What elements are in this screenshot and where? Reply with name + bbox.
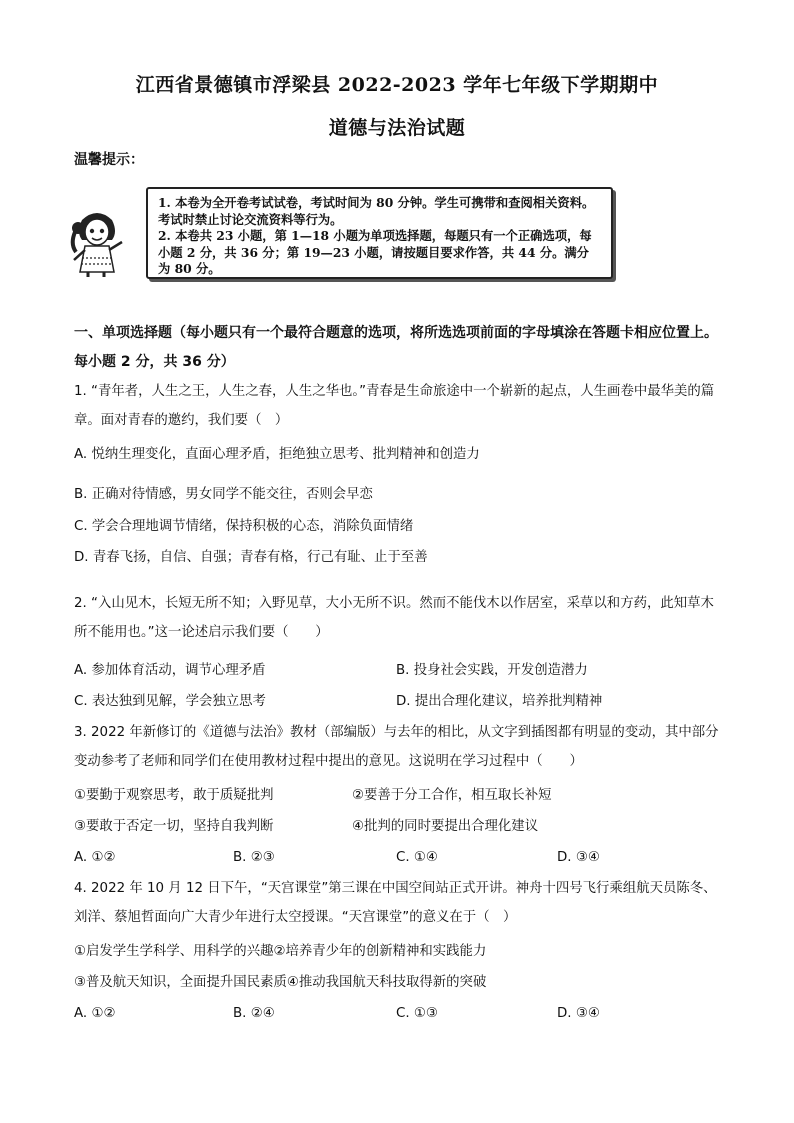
question-1-option-c: C. 学会合理地调节情绪，保持积极的心态，消除负面情绪 xyxy=(74,519,414,534)
question-4-option-c: C. ①③ xyxy=(396,1006,438,1021)
question-2-option-d: D. 提出合理化建议，培养批判精神 xyxy=(396,694,603,709)
question-3-statement-2: ②要善于分工合作，相互取长补短 xyxy=(352,788,552,803)
question-3-option-a: A. ①② xyxy=(74,850,116,865)
question-4-statements-3-4: ③普及航天知识，全面提升国民素质④推动我国航天科技取得新的突破 xyxy=(74,975,487,990)
question-2-option-a: A. 参加体育活动，调节心理矛盾 xyxy=(74,663,266,678)
question-4-stem: 4. 2022 年 10 月 12 日下午，“天宫课堂”第三课在中国空间站正式开讲。神舟十四号飞行乘组航天员陈冬、刘洋、蔡旭哲面向广大青少年进行太空授课。“天宫课堂”的意义在于（ ） xyxy=(74,881,717,925)
exam-subject-title: 道德与法治试题 xyxy=(328,117,466,139)
notice-item-2: 2. 本卷共 23 小题，第 1—18 小题为单项选择题，每题只有一个正确选项，每小题 2 分，共 36 分；第 19—23 小题，请按题目要求作答，共 44 分。满分为 80 分。 xyxy=(158,228,592,276)
question-1-option-b: B. 正确对待情感，男女同学不能交往，否则会早恋 xyxy=(74,487,373,502)
notice-item-1: 1. 本卷为全开卷考试试卷，考试时间为 80 分钟。学生可携带和查阅相关资料。考试时禁止讨论交流资料等行为。 xyxy=(158,195,595,227)
question-3-statement-3: ③要敢于否定一切，坚持自我判断 xyxy=(74,819,274,834)
exam-notice-box xyxy=(146,187,613,279)
question-3-statement-1: ①要勤于观察思考，敢于质疑批判 xyxy=(74,788,274,803)
exam-title: 江西省景德镇市浮梁县 2022-2023 学年七年级下学期期中 xyxy=(135,74,659,96)
tip-label: 温馨提示： xyxy=(74,152,144,168)
question-1-stem: 1. “青年者，人生之王，人生之春，人生之华也。”青春是生命旅途中一个崭新的起点，人生画卷中最华美的篇章。面对青春的邀约，我们要（ ） xyxy=(74,384,715,428)
question-2-option-b: B. 投身社会实践，开发创造潜力 xyxy=(396,663,588,678)
question-1-option-d: D. 青春飞扬，自信、自强；青春有格，行己有耻、止于至善 xyxy=(74,550,428,565)
question-4-statements-1-2: ①启发学生学科学、用科学的兴趣②培养青少年的创新精神和实践能力 xyxy=(74,944,487,959)
cartoon-girl-icon xyxy=(68,206,126,278)
question-1-option-a: A. 悦纳生理变化，直面心理矛盾，拒绝独立思考、批判精神和创造力 xyxy=(74,447,480,462)
section-heading-single-choice: 一、单项选择题（每小题只有一个最符合题意的选项，将所选选项前面的字母填涂在答题卡相应位置上。每小题 2 分，共 36 分） xyxy=(74,325,718,370)
question-3-option-d: D. ③④ xyxy=(557,850,600,865)
question-3-option-b: B. ②③ xyxy=(233,850,275,865)
question-4-option-a: A. ①② xyxy=(74,1006,116,1021)
question-3-option-c: C. ①④ xyxy=(396,850,438,865)
question-2-stem: 2. “入山见木，长短无所不知；入野见草，大小无所不识。然而不能伐木以作居室，采草以和方药，此知草木所不能用也。”这一论述启示我们要（ ） xyxy=(74,596,714,640)
question-2-option-c: C. 表达独到见解，学会独立思考 xyxy=(74,694,266,709)
question-3-statement-4: ④批判的同时要提出合理化建议 xyxy=(352,819,539,834)
question-4-option-b: B. ②④ xyxy=(233,1006,275,1021)
question-3-stem: 3. 2022 年新修订的《道德与法治》教材（部编版）与去年的相比，从文字到插图都有明显的变动，其中部分变动参考了老师和同学们在使用教材过程中提出的意见。这说明在学习过程中（ ） xyxy=(74,725,719,769)
question-4-option-d: D. ③④ xyxy=(557,1006,600,1021)
